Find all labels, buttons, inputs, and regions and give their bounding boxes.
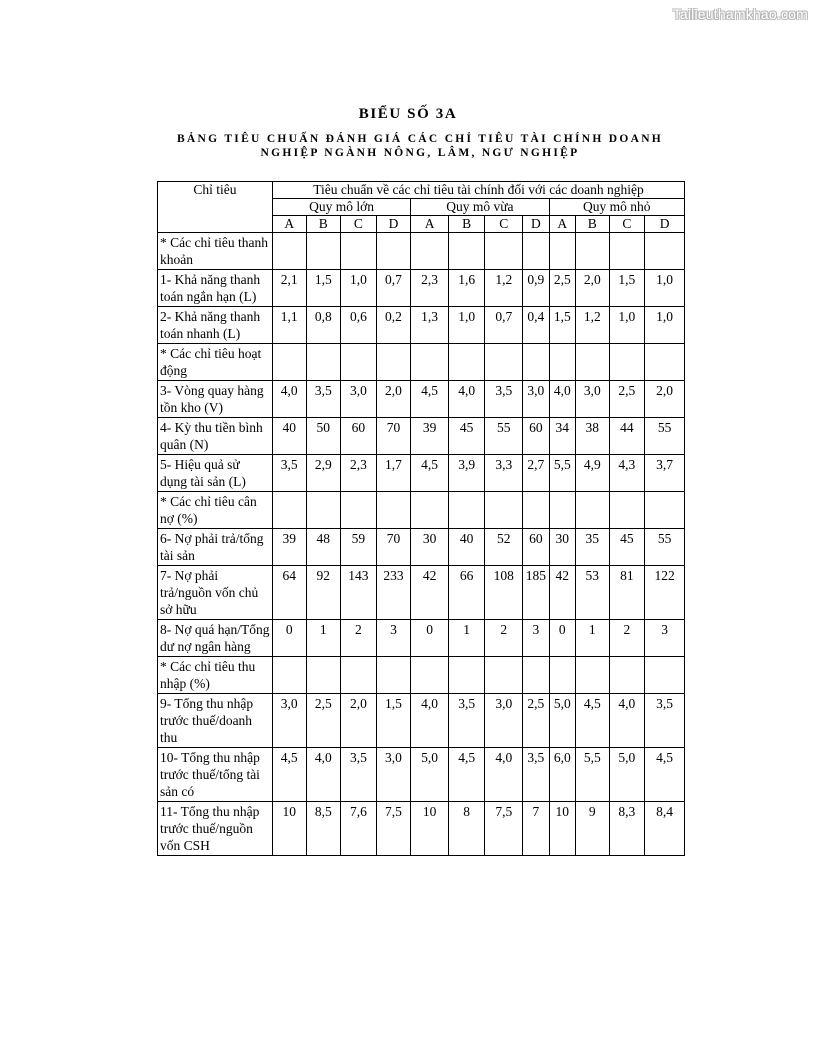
value-cell: 1,3 <box>411 307 449 344</box>
value-cell: 2 <box>341 620 377 657</box>
header-grade: D <box>523 216 549 233</box>
value-cell: 122 <box>645 566 685 620</box>
value-cell: 70 <box>376 529 411 566</box>
header-grade: B <box>448 216 485 233</box>
header-grade: B <box>575 216 609 233</box>
value-cell: 3 <box>376 620 411 657</box>
table-row <box>158 566 685 620</box>
row-label: * Các chỉ tiêu thanh khoản <box>158 233 273 270</box>
value-cell <box>609 492 645 529</box>
value-cell: 4,0 <box>485 748 523 802</box>
value-cell: 60 <box>341 418 377 455</box>
value-cell: 3,7 <box>645 455 685 492</box>
value-cell: 1,0 <box>645 307 685 344</box>
value-cell: 7,5 <box>376 802 411 856</box>
value-cell: 7,6 <box>341 802 377 856</box>
value-cell: 185 <box>523 566 549 620</box>
value-cell: 3,0 <box>575 381 609 418</box>
header-grade: A <box>549 216 575 233</box>
value-cell: 5,5 <box>549 455 575 492</box>
value-cell <box>645 233 685 270</box>
value-cell: 70 <box>376 418 411 455</box>
header-scale-large: Quy mô lớn <box>272 199 410 216</box>
value-cell: 39 <box>411 418 449 455</box>
row-label: 9- Tổng thu nhập trước thuế/doanh thu <box>158 694 273 748</box>
value-cell <box>485 492 523 529</box>
value-cell <box>609 344 645 381</box>
value-cell: 2,5 <box>549 270 575 307</box>
header-row-1 <box>158 182 685 199</box>
value-cell <box>575 657 609 694</box>
value-cell: 8,5 <box>306 802 341 856</box>
value-cell: 4,5 <box>272 748 306 802</box>
value-cell: 10 <box>549 802 575 856</box>
value-cell: 2 <box>485 620 523 657</box>
value-cell: 3,0 <box>272 694 306 748</box>
value-cell: 34 <box>549 418 575 455</box>
header-grade: C <box>485 216 523 233</box>
header-group: Tiêu chuẩn về các chỉ tiêu tài chính đối với các doanh nghiệp <box>272 182 684 199</box>
value-cell: 4,0 <box>609 694 645 748</box>
value-cell <box>306 344 341 381</box>
value-cell: 4,0 <box>549 381 575 418</box>
table-body <box>158 233 685 856</box>
value-cell: 55 <box>645 529 685 566</box>
table-row <box>158 492 685 529</box>
table-row <box>158 270 685 307</box>
value-cell <box>645 657 685 694</box>
value-cell: 0,2 <box>376 307 411 344</box>
value-cell: 1,5 <box>306 270 341 307</box>
page-subtitle: BẢNG TIÊU CHUẨN ĐÁNH GIÁ CÁC CHỈ TIÊU TÀI CHÍNH DOANH NGHIỆP NGÀNH NÔNG, LÂM, NGƯ NGHIỆP <box>176 133 664 159</box>
value-cell: 2,5 <box>306 694 341 748</box>
value-cell: 3 <box>645 620 685 657</box>
value-cell: 3,5 <box>645 694 685 748</box>
value-cell: 2,7 <box>523 455 549 492</box>
value-cell: 1 <box>575 620 609 657</box>
row-label: 8- Nợ quá hạn/Tổng dư nợ ngân hàng <box>158 620 273 657</box>
value-cell <box>645 344 685 381</box>
value-cell <box>272 492 306 529</box>
value-cell: 0,6 <box>341 307 377 344</box>
table-row <box>158 748 685 802</box>
value-cell <box>575 233 609 270</box>
table-row <box>158 455 685 492</box>
table-header <box>158 182 685 233</box>
value-cell: 0,9 <box>523 270 549 307</box>
value-cell: 10 <box>272 802 306 856</box>
value-cell <box>341 233 377 270</box>
value-cell: 1 <box>306 620 341 657</box>
value-cell <box>523 233 549 270</box>
value-cell: 3,9 <box>448 455 485 492</box>
header-grade: A <box>272 216 306 233</box>
table-row <box>158 381 685 418</box>
header-grade: D <box>376 216 411 233</box>
value-cell: 1,0 <box>341 270 377 307</box>
value-cell: 45 <box>609 529 645 566</box>
value-cell <box>411 492 449 529</box>
value-cell: 6,0 <box>549 748 575 802</box>
header-indicator: Chỉ tiêu <box>158 182 273 233</box>
value-cell: 233 <box>376 566 411 620</box>
value-cell <box>485 233 523 270</box>
value-cell <box>448 344 485 381</box>
value-cell: 40 <box>448 529 485 566</box>
value-cell: 5,5 <box>575 748 609 802</box>
header-grade: B <box>306 216 341 233</box>
value-cell: 3,0 <box>341 381 377 418</box>
watermark: Tailieuthamkhao.com <box>672 6 808 22</box>
value-cell: 5,0 <box>411 748 449 802</box>
value-cell: 1,2 <box>485 270 523 307</box>
value-cell: 59 <box>341 529 377 566</box>
value-cell: 7 <box>523 802 549 856</box>
value-cell: 45 <box>448 418 485 455</box>
table-row <box>158 344 685 381</box>
value-cell: 10 <box>411 802 449 856</box>
value-cell <box>549 344 575 381</box>
value-cell <box>485 657 523 694</box>
header-scale-small: Quy mô nhỏ <box>549 199 684 216</box>
value-cell: 1,5 <box>609 270 645 307</box>
row-label: 2- Khả năng thanh toán nhanh (L) <box>158 307 273 344</box>
value-cell: 66 <box>448 566 485 620</box>
value-cell: 0,4 <box>523 307 549 344</box>
value-cell: 1 <box>448 620 485 657</box>
value-cell: 2,3 <box>341 455 377 492</box>
value-cell <box>549 233 575 270</box>
value-cell: 7,5 <box>485 802 523 856</box>
value-cell: 8,4 <box>645 802 685 856</box>
value-cell <box>549 492 575 529</box>
value-cell <box>306 492 341 529</box>
value-cell: 35 <box>575 529 609 566</box>
value-cell: 53 <box>575 566 609 620</box>
table-row <box>158 233 685 270</box>
value-cell: 4,9 <box>575 455 609 492</box>
value-cell: 0 <box>549 620 575 657</box>
value-cell <box>609 657 645 694</box>
value-cell <box>272 657 306 694</box>
value-cell: 5,0 <box>549 694 575 748</box>
value-cell: 4,5 <box>448 748 485 802</box>
value-cell: 4,5 <box>575 694 609 748</box>
value-cell <box>376 344 411 381</box>
value-cell: 0,8 <box>306 307 341 344</box>
row-label: * Các chỉ tiêu thu nhập (%) <box>158 657 273 694</box>
value-cell: 30 <box>549 529 575 566</box>
value-cell <box>575 492 609 529</box>
table-row <box>158 307 685 344</box>
value-cell: 81 <box>609 566 645 620</box>
value-cell: 2 <box>609 620 645 657</box>
value-cell: 4,0 <box>448 381 485 418</box>
value-cell: 0,7 <box>376 270 411 307</box>
value-cell <box>341 492 377 529</box>
row-label: 4- Kỳ thu tiền bình quân (N) <box>158 418 273 455</box>
row-label: * Các chỉ tiêu hoạt động <box>158 344 273 381</box>
value-cell: 39 <box>272 529 306 566</box>
value-cell: 4,0 <box>306 748 341 802</box>
value-cell: 3,5 <box>341 748 377 802</box>
value-cell: 52 <box>485 529 523 566</box>
value-cell: 4,3 <box>609 455 645 492</box>
value-cell <box>448 233 485 270</box>
value-cell <box>341 344 377 381</box>
value-cell: 5,0 <box>609 748 645 802</box>
table-row <box>158 529 685 566</box>
value-cell <box>523 657 549 694</box>
row-label: 6- Nợ phải trả/tổng tài sản <box>158 529 273 566</box>
value-cell: 2,0 <box>341 694 377 748</box>
row-label: * Các chỉ tiêu cân nợ (%) <box>158 492 273 529</box>
header-grade: A <box>411 216 449 233</box>
value-cell <box>645 492 685 529</box>
value-cell: 48 <box>306 529 341 566</box>
value-cell: 3,5 <box>448 694 485 748</box>
value-cell: 3,5 <box>272 455 306 492</box>
value-cell: 3,3 <box>485 455 523 492</box>
value-cell: 2,5 <box>523 694 549 748</box>
value-cell: 8,3 <box>609 802 645 856</box>
value-cell <box>575 344 609 381</box>
value-cell: 92 <box>306 566 341 620</box>
value-cell: 8 <box>448 802 485 856</box>
header-grade: D <box>645 216 685 233</box>
value-cell: 2,3 <box>411 270 449 307</box>
value-cell <box>341 657 377 694</box>
value-cell: 3 <box>523 620 549 657</box>
value-cell: 1,0 <box>645 270 685 307</box>
value-cell: 2,1 <box>272 270 306 307</box>
value-cell: 40 <box>272 418 306 455</box>
value-cell: 64 <box>272 566 306 620</box>
table-row <box>158 694 685 748</box>
value-cell <box>272 233 306 270</box>
value-cell: 42 <box>411 566 449 620</box>
value-cell: 4,5 <box>411 381 449 418</box>
value-cell: 38 <box>575 418 609 455</box>
value-cell: 1,7 <box>376 455 411 492</box>
value-cell: 143 <box>341 566 377 620</box>
row-label: 7- Nợ phải trả/nguồn vốn chủ sở hữu <box>158 566 273 620</box>
value-cell <box>448 657 485 694</box>
value-cell <box>411 344 449 381</box>
page-title: BIỂU SỐ 3A <box>358 106 458 122</box>
value-cell: 1,2 <box>575 307 609 344</box>
value-cell <box>376 657 411 694</box>
value-cell <box>411 233 449 270</box>
value-cell: 1,5 <box>376 694 411 748</box>
header-scale-medium: Quy mô vừa <box>411 199 549 216</box>
value-cell: 2,0 <box>575 270 609 307</box>
value-cell: 42 <box>549 566 575 620</box>
value-cell: 108 <box>485 566 523 620</box>
value-cell: 0 <box>411 620 449 657</box>
value-cell: 0 <box>272 620 306 657</box>
value-cell <box>306 233 341 270</box>
value-cell: 55 <box>485 418 523 455</box>
table-row <box>158 657 685 694</box>
criteria-table <box>157 181 685 856</box>
row-label: 3- Vòng quay hàng tồn kho (V) <box>158 381 273 418</box>
value-cell <box>549 657 575 694</box>
row-label: 5- Hiệu quả sử dụng tài sản (L) <box>158 455 273 492</box>
row-label: 10- Tổng thu nhập trước thuế/tổng tài sản có <box>158 748 273 802</box>
value-cell: 2,0 <box>376 381 411 418</box>
value-cell: 44 <box>609 418 645 455</box>
value-cell: 3,5 <box>523 748 549 802</box>
value-cell: 2,0 <box>645 381 685 418</box>
value-cell: 2,9 <box>306 455 341 492</box>
value-cell <box>376 233 411 270</box>
value-cell: 60 <box>523 529 549 566</box>
value-cell: 60 <box>523 418 549 455</box>
value-cell: 55 <box>645 418 685 455</box>
value-cell <box>272 344 306 381</box>
value-cell: 1,1 <box>272 307 306 344</box>
value-cell: 2,5 <box>609 381 645 418</box>
value-cell: 0,7 <box>485 307 523 344</box>
value-cell <box>485 344 523 381</box>
value-cell: 1,0 <box>609 307 645 344</box>
value-cell <box>523 492 549 529</box>
value-cell: 3,5 <box>485 381 523 418</box>
table-row <box>158 802 685 856</box>
value-cell <box>306 657 341 694</box>
value-cell <box>376 492 411 529</box>
value-cell: 1,6 <box>448 270 485 307</box>
header-grade: C <box>609 216 645 233</box>
value-cell: 30 <box>411 529 449 566</box>
table-row <box>158 418 685 455</box>
row-label: 11- Tổng thu nhập trước thuế/nguồn vốn CSH <box>158 802 273 856</box>
value-cell: 1,5 <box>549 307 575 344</box>
value-cell: 4,5 <box>411 455 449 492</box>
value-cell: 3,0 <box>523 381 549 418</box>
value-cell <box>523 344 549 381</box>
value-cell: 4,0 <box>272 381 306 418</box>
value-cell <box>411 657 449 694</box>
row-label: 1- Khả năng thanh toán ngắn hạn (L) <box>158 270 273 307</box>
value-cell: 1,0 <box>448 307 485 344</box>
value-cell <box>448 492 485 529</box>
table-row <box>158 620 685 657</box>
value-cell: 50 <box>306 418 341 455</box>
header-grade: C <box>341 216 377 233</box>
value-cell <box>609 233 645 270</box>
value-cell: 4,5 <box>645 748 685 802</box>
value-cell: 4,0 <box>411 694 449 748</box>
value-cell: 3,0 <box>485 694 523 748</box>
value-cell: 3,0 <box>376 748 411 802</box>
value-cell: 3,5 <box>306 381 341 418</box>
value-cell: 9 <box>575 802 609 856</box>
